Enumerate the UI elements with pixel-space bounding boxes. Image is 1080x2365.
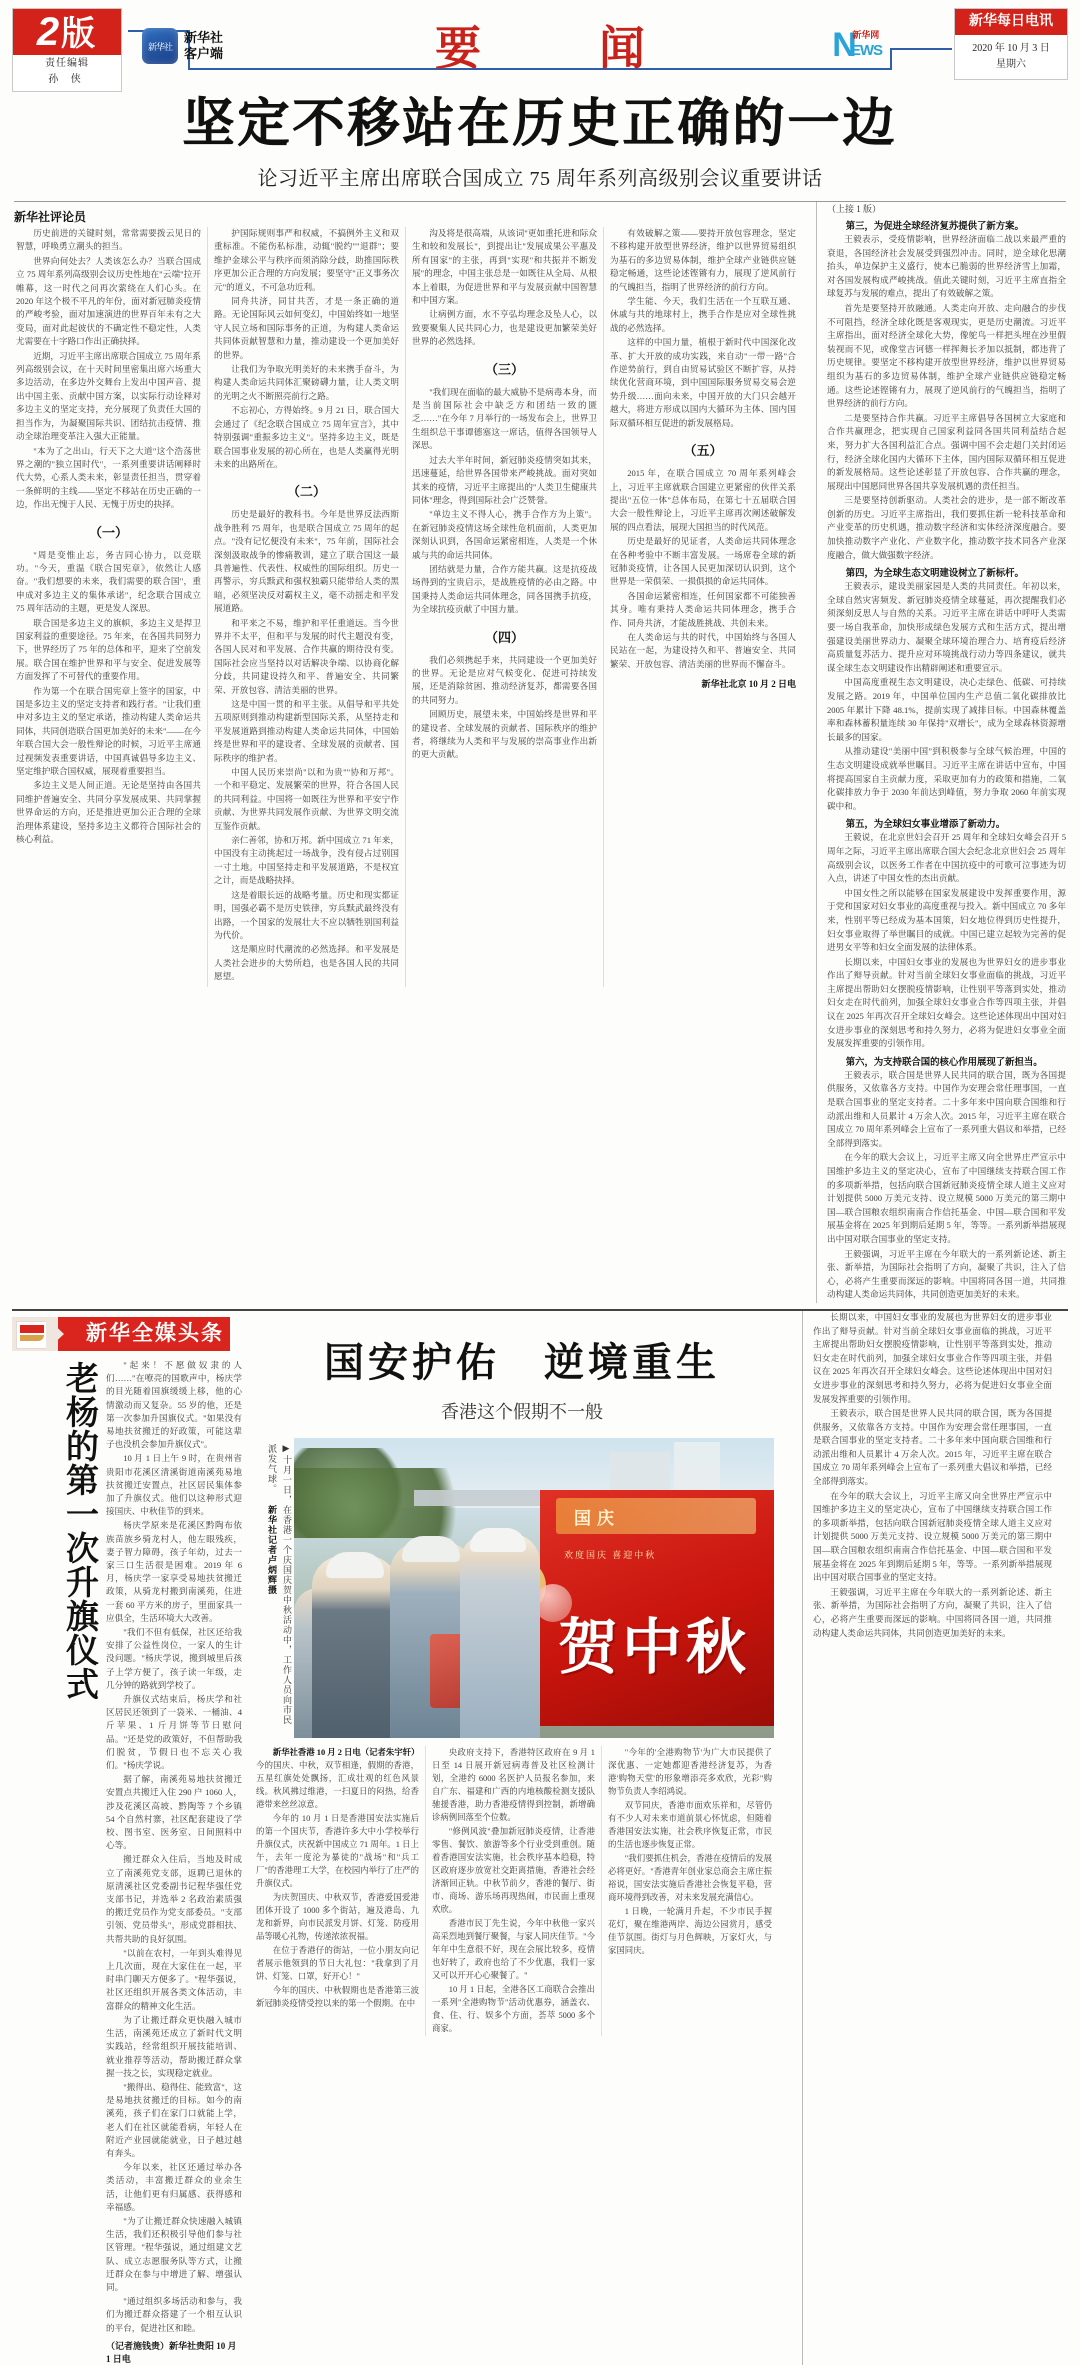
paragraph: "以前在农村，一年到头难得见上几次面，现在大家住在一起，平时串门聊天方便多了。"程华强说，社区还组织开展各类文体活动，丰富群众的精神文化生活。 — [106, 1947, 242, 2011]
paragraph: 香港市民丁先生说，今年中秋他一家兴高采烈地到餐厅聚餐，与家人同庆佳节。"今年年中生意很不好，现在会展比较多，疫情也好转了，政府也给了不少优惠，我们一家又可以开开心心聚餐了。" — [432, 1918, 595, 1980]
paragraph: 护国际规则事严和权威，不搞例外主义和双重标准。不能伤私标准，动辄"脱约""退群"；要维护金球公平与秩序而须消除分歧，助推国际秩序更加公正合理的方向发展；要坚守"正义事务次元"的道义，不可急功近利。 — [214, 228, 399, 292]
editorial-byline: 新华社评论员 — [14, 210, 87, 224]
paragraph: "起来！不愿做奴隶的人们……"在嘹亮的国歌声中，杨庆学的目光随着国旗缓缓上移，他的心情激动而又复杂。55 岁的他，还是第一次参加升国旗仪式。"如果没有易地扶贫搬迁的好政策，可能这辈子也没机会参加升旗仪式"。 — [106, 1359, 242, 1450]
subsection-title-4: 第四，为全球生态文明建设树立了新标杆。 — [845, 567, 1024, 579]
paragraph: 10 月 1 日起，全港各区工商联合会推出一系列"全港购物节"活动优惠券，涵盖衣、食、住、行、娱多个方面，荟萃 5000 多个商家。 — [432, 1984, 595, 2033]
paragraph: 团结就是力量，合作方能共赢。这是抗疫战场得到的宝贵启示，是战胜疫情的必由之路。中国秉持人类命运共同体理念，同各国携手抗疫，为全球抗疫贡献了中国力量。 — [412, 563, 597, 615]
hongkong-title: 国安护佑 逆境重生 — [324, 1339, 720, 1385]
top-body — [10, 202, 1070, 1303]
paragraph: 长期以来，中国妇女事业的发展也为世界妇女的进步事业作出了辩导贡献。针对当前全球妇女事业面临的挑战，习近平主席提出帮助妇女摆脱疫情影响，让性别平等落到实处，推动妇女走在时代前列，加强全球妇女事业合作等四项主张，并倡议在 2025 年再次召开全球妇女峰会。这些论述体现出中国对妇女进步事业的深刻思考和持久努力，必将为促进妇女事业全面发展发挥重要的引领作用。 — [827, 956, 1066, 1049]
paragraph: 王毅表示，受疫情影响，世界经济面临二战以来最严重的衰退，各国经济社会发展受到强烈冲击。同时，逆全球化思潮抬头，单边保护主义盛行，使本已脆弱的世界经济雪上加霜，对各国发展构成严峻挑战。值此关键时刻，习近平主席直指全球复苏与发展的难点，提出了有效破解之策。 — [827, 234, 1066, 299]
paragraph: 历史是最好的见证者，人类命运共同体理念在各种考验中不断丰富发展。一场席卷全球的新冠肺炎疫情，让各国人民更加深切认识到，这个世界是一荣俱荣、一损俱损的命运共同体。 — [610, 536, 796, 587]
feature-body — [106, 1359, 242, 2365]
page-number-unit: 版 — [61, 15, 98, 53]
paragraph: "我们现在面临的最大威胁不是病毒本身，而是当前国际社会中缺乏方和团结一致的匮乏……"在今年 7 月举行的一场发布会上，世界卫生组织总干事谭德塞这一席话，值得各国领导人深思。 — [412, 386, 597, 451]
news-network-logo — [832, 28, 882, 62]
paragraph: "我们不但有低保，社区还给我安排了公益性岗位，一家人的生计没问题。"杨庆学说，搬到城里后孩子上学方便了，孩子读一年级，走几分钟的路就到学校了。 — [106, 1627, 242, 1690]
paragraph: 王毅表示，联合国是世界人民共同的联合国，既为各国提供服务，又依靠各方支持。中国作为安理会常任理事国，一直是联合国事业的坚定支持者。二十多年来中国向联合国维和行动派出维和人员累计 4 万余人次。2015 年，习近平主席在联合国成立 70 周年系列峰会上宣布了一系列重大倡议和举措，已经全部得到落实。 — [813, 1408, 1052, 1487]
paragraph: 作为第一个在联合国宪章上签字的国家，中国是多边主义的坚定支持者和践行者。"让我们重申对多边主义的坚定承诺，推动构建人类命运共同体，共同创造联合国更加美好的未来"——在今年联合国大会一般性辩论的时候，习近平主席通过视频发表重要讲话，中国真诚倡导多边主义、坚定维护联合国权威，展现着重要担当。 — [16, 685, 201, 777]
paragraph: 这是着眼长远的战略考量。历史和现实都证明，国强必霸不是历史铁律，穷兵黩武最终没有出路，一个国家的发展壮大不应以牺牲别国利益为代价。 — [214, 889, 399, 940]
photo-person-1-hat — [326, 1552, 384, 1578]
paragraph: 回顾历史，展望未来，中国始终是世界和平的建设者、全球发展的贡献者、国际秩序的维护者，将继续为人类和平与发展的崇高事业作出新的更大贡献。 — [412, 709, 597, 760]
paragraph: 让我们为争取光明美好的未来携手奋斗，为构建人类命运共同体汇聚磅礴力量，让人类文明的光明之火不断照亮前行之路。 — [214, 364, 399, 401]
feature-title: 老杨的第一次升旗仪式 — [62, 1360, 99, 1701]
news-logo-letter: N — [832, 26, 857, 64]
news-logo-text: EWS — [850, 41, 882, 59]
paragraph: 王毅强调，习近平主席在今年联大的一系列新论述、新主张、新举措，为国际社会指明了方向，凝聚了共识，注入了信心，必将产生重要而深远的影响。中国将同各国一道，共同推动构建人类命运共同体，共同创造更加美好的未来。 — [813, 1586, 1052, 1638]
paragraph: 在位于香港仔的街站，一位小朋友向记者展示他领到的节日大礼包："我拿到了月饼、灯笼、口罩，好开心！" — [256, 1945, 419, 1981]
paragraph: "本为了之出山，行天下之大道"这个浩荡世界之潮的"独立国时代"，一系列重要讲话阐释时代大势，心系人类未来，彰显责任担当，贯穿着一条鲜明的主线——坚定不移站在历史正确的一边，作出无愧于人民、无愧于历史的抉择。 — [16, 445, 201, 510]
section-mark: （三） — [484, 361, 524, 377]
lower-section — [10, 1311, 1070, 2365]
section-mark: （五） — [683, 443, 723, 459]
paragraph: 长期以来，中国妇女事业的发展也为世界妇女的进步事业作出了辩导贡献。针对当前全球妇女事业面临的挑战，习近平主席提出帮助妇女摆脱疫情影响，让性别平等落到实处，推动妇女走在时代前列，加强全球妇女事业合作等四项主张，并倡议在 2025 年再次召开全球妇女峰会。这些论述体现出中国对妇女进步事业的深刻思考和持久努力，必将为促进妇女事业全面发展发挥重要的引领作用。 — [813, 1311, 1052, 1404]
paragraph: 世界向何处去？人类该怎么办？当联合国成立 75 周年系列高级别会议历史性地在"云端"拉开帷幕，这一时代之问再次萦绕在人们心头。在 2020 年这个极不平凡的年份，面对新冠肺炎疫情的严峻考验，面对加速演进的世界百年未有之大变局，面对此起彼伏的不确定性不稳定性，人类尤需要在十字路口作出正确抉择。 — [16, 255, 201, 347]
photo-red-banner — [540, 1490, 774, 1726]
paragraph: 不忘初心，方得始终。9 月 21 日，联合国大会通过了《纪念联合国成立 75 周年宣言》，其中特别强调"重振多边主义"。坚持多边主义，既是联合国事业发展的初心所在，也是人类赢得光明未来的出路所在。 — [214, 405, 399, 469]
photo-banner-main-text: 贺中秋 — [558, 1614, 750, 1681]
page-title: 坚定不移站在历史正确的一边 — [182, 95, 898, 153]
paragraph: 中国女性之所以能够在国家发展建设中发挥重要作用，源于党和国家对妇女事业的高度重视与投入。新中国成立 70 多年来，性别平等已经成为基本国策，妇女地位得到历史性提升，妇女事业取得了举世瞩目的成就。中国已建立起较为完善的促进男女平等和妇女全面发展的法律体系。 — [827, 887, 1066, 953]
editor-name: 孙 侠 — [48, 74, 86, 85]
paragraph: 2015 年，在联合国成立 70 周年系列峰会上，习近平主席就联合国建立更紧密的伙伴关系提出"五位一体"总体布局，在第七十五届联合国大会一般性辩论上，习近平主席再次阐述破解发展的四点看法，展现大国担当的时代风范。 — [610, 468, 796, 532]
paragraph: 双节同庆，香港市面欢乐祥和，尽管仍有不少人对未来市道前景心怀忧虑，但随着香港国安法实施，社会秩序恢复正常，市民的生活也逐步恢复正常。 — [608, 1800, 772, 1849]
paragraph: 央政府支持下，香港特区政府在 9 月 1 日至 14 日展开新冠病毒普及社区检测计划，全港约 6000 名医护人员报名参加，来自广东、福建和广西的内地核酸检测支援队驰援香港，助力香港疫情得到控制，新增确诊病例回落至个位数。 — [432, 1747, 595, 1822]
paragraph: 首先是要坚持开放融通。人类走向开放、走向融合的步伐不可阻挡，经济全球化既是客观现实，更是历史潮流。习近平主席指出，面对经济全球化大势，像鸵鸟一样把头埋在沙里假装视而不见，或像堂吉诃德一样挥舞长矛加以抵制，都违背了历史规律。要坚定不移构建开放型世界经济，维护以世界贸易组织为基石的多边贸易体制，维护全球产业链供应链稳定畅通。这些论述铿锵有力，展现了逆风前行的气魄担当，指明了世界经济的前行方向。 — [827, 302, 1066, 409]
paragraph: 中国人民历来崇尚"以和为贵""协和万邦"。一个和平稳定、发展繁荣的世界，符合各国人民的共同利益。中国将一如既往为世界和平安宁作贡献、为世界共同发展作贡献、为世界文明交流互鉴作贡献。 — [214, 767, 399, 831]
page-number-digit: 2 — [36, 10, 62, 54]
photo-person-3-hat — [470, 1528, 526, 1552]
paragraph: 二是要坚持合作共赢。习近平主席倡导各国树立大家庭和合作共赢理念，把实现自己国家利益同各国共同利益结合起来，努力扩大各国利益汇合点。强调中国不会走超门关封闭运行，经济全球化国内大循环下主体，国内国际双循环相互促进的新发展格局。这些论述彰显了开放包容、合作共赢的理念，展现出中国愿同世界各国共享发展机遇的责任担当。 — [827, 412, 1066, 491]
banner-label: 新华全媒头条 — [86, 1321, 224, 1345]
editorial-column-3 — [406, 227, 604, 987]
paragraph: 这是中国一贯的和平主张。从倡导和平共处五项原则到推动构建新型国际关系，从坚持走和平发展道路到推动构建人类命运共同体，中国始终是世界和平的建设者、全球发展的贡献者、国际秩序的维护者。 — [214, 699, 399, 763]
paragraph: 从推动建设"美丽中国"到积极参与全球气候治理，中国的生态文明建设成就举世瞩目。习近平主席在讲话中宣布，中国将提高国家自主贡献力度，采取更加有力的政策和措施，二氧化碳排放力争于 2030 年前达到峰值，努力争取 2060 年前实现碳中和。 — [827, 746, 1066, 811]
paper-name: 新华每日电讯 — [955, 9, 1067, 35]
photo-credit: 新华社记者卢炳辉摄 — [267, 1504, 277, 1595]
feature-dateline: （记者施钱贵）新华社贵阳 10 月 1 日电 — [106, 2340, 237, 2364]
hongkong-column-1 — [250, 1746, 426, 2036]
news-logo-chinese: 新华网 — [852, 30, 880, 40]
editorial-column-2 — [208, 227, 406, 987]
photo-caption — [250, 1438, 294, 1734]
paragraph-text: 今的国庆、中秋，双节相逢，假期的香港，五星红旗处处飘扬，汇成壮观的红色风景线。秋风拂过维港，一扫夏日的闷热，给香港带来丝丝凉意。 — [256, 1760, 419, 1809]
paragraph: 让病例方面，水不亨弘均理念及坠人心，以致要聚集人民共同心力，也是建设更加繁荣美好世界的必然选择。 — [412, 309, 597, 347]
paragraph: 在人类命运与共的时代，中国始终与各国人民站在一起，为建设持久和平、普遍安全、共同繁荣、开放包容、清洁美丽的世界而不懈奋斗。 — [610, 631, 796, 669]
paragraph: "搬得出、稳得住、能致富"，这是易地扶贫搬迁的目标。如今的南溪苑，孩子们在家门口就能上学，老人们在社区就能看病，年轻人在附近产业园就能就业，日子越过越有奔头。 — [106, 2081, 242, 2158]
section-mark: （四） — [484, 629, 524, 645]
paragraph: "单边主义不得人心，携手合作方为上策"。在新冠肺炎疫情这场全球性危机面前，人类更加深刻认识到，各国命运紧密相连，人类是一个休戚与共的命运共同体。 — [412, 509, 597, 560]
xinhua-app-name-line2: 客户端 — [184, 46, 224, 61]
paragraph: 三是要坚持创新驱动。人类社会的进步，是一部不断改革创新的历史。习近平主席指出，我们要抓住新一轮科技革命和产业变革的历史机遇，推动数字经济和实体经济深度融合。要加快推动数字产业化、产业数字化，推动数字技术同各产业深度融合，做大做强数字经济。 — [827, 495, 1066, 560]
paragraph: 王毅表示，联合国是世界人民共同的联合国，既为各国提供服务，又依靠各方支持。中国作为安理会常任理事国，一直是联合国事业的坚定支持者。二十多年来中国向联合国维和行动派出维和人员累计 4 万余人次。2015 年，习近平主席在联合国成立 70 周年系列峰会上宣布了一系列重大倡议和举措，已经全部得到落实。 — [827, 1069, 1066, 1148]
photo-caption-text: ▶十月一日，在香港一个庆国庆贺中秋活动中，工作人员向市民派发气球。 — [267, 1443, 292, 1725]
paragraph: 过去大半年时间，新冠肺炎疫情突如其来，迅速蔓延，给世界各国带来严峻挑战。面对突如其来的疫情，习近平主席提出的"人类卫生健康共同体"理念，得到国际社会广泛赞誉。 — [412, 454, 597, 505]
paragraph — [256, 1746, 419, 1811]
hongkong-column-2 — [426, 1746, 602, 2036]
paper-date: 2020 年 10 月 3 日 — [972, 43, 1050, 54]
editorial-dateline: 新华社北京 10 月 2 日电 — [701, 679, 796, 690]
section-title: 要 闻 — [435, 23, 681, 74]
photo-person-2-hat — [402, 1536, 460, 1562]
paragraph: 历史前进的关键时刻，常常需要拨云见日的智慧，呼唤勇立潮头的担当。 — [16, 228, 201, 252]
hongkong-article — [242, 1311, 802, 2365]
paper-weekday: 星期六 — [996, 59, 1026, 70]
paragraph: 10 月 1 日上午 9 时，在贵州省贵阳市花溪区清溪街道南溪苑易地扶贫搬迁安置点，社区居民集体参加了升旗仪式。他们以这种形式迎接国庆、中秋佳节的到来。 — [106, 1453, 242, 1517]
paragraph: 在今年的联大会议上，习近平主席又向全世界庄严宣示中国维护多边主义的坚定决心，宣布了中国继续支持联合国工作的多项新举措，包括向联合国新冠肺炎疫情全球人道主义应对计划提供 5000 万美元支持、设立规模 5000 万美元的第三期中国—联合国粮农组织南南合作信托基金、中国—联合国和平发展基金将在 2025 年到期后延期 5 年，等等。一系列新举措展现出中国对联合国事业的坚定支持。 — [827, 1152, 1066, 1244]
paragraph: 在今年的联大会议上，习近平主席又向全世界庄严宣示中国维护多边主义的坚定决心，宣布了中国继续支持联合国工作的多项新举措，包括向联合国新冠肺炎疫情全球人道主义应对计划提供 5000 万美元支持、设立规模 5000 万美元的第三期中国—联合国粮农组织南南合作信托基金、中国—联合国和平发展基金将在 2025 年到期后延期 5 年，等等。一系列新举措展现出中国对联合国事业的坚定支持。 — [813, 1490, 1052, 1583]
paragraph: 学生能、今天，我们生活在一个互联互通、休戚与共的地球村上，携手合作是应对全球性挑战的必然选择。 — [610, 296, 796, 333]
editor-label: 责任编辑 — [45, 58, 89, 69]
paragraph: 联合国是多边主义的旗帜，多边主义是捍卫国家利益的重要途径。75 年来，在各国共同努力下，世界经历了 75 年的总体和平，迎来了空前发展。联合国在维护世界和平与安全、促进发展等方面发挥了不可替代的重要作用。 — [16, 617, 201, 682]
xinhua-app-name-line1: 新华社 — [184, 30, 224, 45]
paragraph: 为了让搬迁群众更快融入城市生活，南溪苑还成立了新时代文明实践站，经常组织开展技能培训、就业推荐等活动，帮助搬迁群众掌握一技之长，实现稳定就业。 — [106, 2014, 242, 2078]
hongkong-dateline: 新华社香港 10 月 2 日电（记者朱宇轩） — [272, 1747, 420, 1757]
paragraph: 今年以来，社区还通过举办各类活动，丰富搬迁群众的业余生活，让他们更有归属感、获得感和幸福感。 — [106, 2162, 242, 2212]
subsection-title-5: 第五，为全球妇女事业增添了新动力。 — [845, 818, 1006, 830]
paragraph: 王毅说，在北京世妇会召开 25 周年和全球妇女峰会召开 5 周年之际，习近平主席出席联合国大会纪念北京世妇会 25 周年高级别会议，以医务工作者在中国抗疫中的可歌可泣事迹为切入点，讲述了中国女性的杰出贡献。 — [827, 832, 1066, 884]
paragraph: 各国命运紧密相连，任何国家都不可能独善其身。唯有秉持人类命运共同体理念，携手合作、同舟共济，才能战胜挑战、共创未来。 — [610, 590, 796, 628]
editorial-headline-block — [0, 94, 1080, 191]
paragraph: 升旗仪式结束后，杨庆学和社区居民还领到了一袋米、一桶油、4 斤苹果、1 斤月饼等节日慰问品。"还是党的政策好，不但帮助我们脱贫，节假日也不忘关心我们。"杨庆学说。 — [106, 1694, 242, 1771]
paragraph: "周是变惟止忘，务吉同心协力，以竞联功。"今天，重温《联合国宪章》，依然让人感奋。"我们想要的未来，我们需要的联合国"，重申成对多边主义的集体承诺"，纪念联合国成立 75 周年活动的主题，更是发人深思。 — [16, 549, 201, 614]
paragraph: 这是顺应时代潮流的必然选择。和平发展是人类社会进步的大势所趋，也是各国人民的共同愿望。 — [214, 944, 399, 982]
paragraph: 杨庆学原来是花溪区黔陶布依族苗族乡骑龙村人，他左眼残疾，妻子智力障碍，孩子年幼，过去一家三口生活很是困难。2019 年 6 月，杨庆学一家享受易地扶贫搬迁政策，从骑龙村搬到南溪苑，住进一套 60 平方米的房子，里面家具一应俱全，生活环境大大改善。 — [106, 1520, 242, 1623]
hongkong-subtitle: 香港这个假期不一般 — [441, 1401, 603, 1422]
paragraph: 搬迁群众入住后，当地及时成立了南溪苑党支部，返聘已退休的原清溪社区党委副书记程华强任党支部书记，并选举 2 名政治素质强的搬迁党员作为党支部委员。"支部引领、党员带头"，形成党群相扶、共帮共助的良好氛围。 — [106, 1854, 242, 1944]
paragraph: 1 日晚，一轮满月升起，不少市民手握花灯，聚在维港两岸、海边公园赏月，感受佳节氛围。街灯与月色辉映，万家灯火，与家国同庆。 — [608, 1906, 772, 1955]
paragraph: "修例风波"叠加新冠肺炎疫情，让香港零售、餐饮、旅游等多个行业受到重创。随着香港国安法实施，社会秩序基本趋稳，特区政府逐步放宽社交距离措施，香港社会经济渐回正轨。中秋节前夕，香港的餐厅、街市、商场、游乐场再现热闹，市民面上重现欢欣。 — [432, 1826, 595, 1914]
xinhua-headline-banner — [12, 1317, 230, 1351]
paper-date-box — [954, 8, 1068, 80]
paragraph: 沟及将是很高端，从该词"更如重托进和际众生和较和发展长"，到提出让"发展成果公平惠及所有国家"的主张，再到"实现"和共振并不断发展"的理念，中国主张总是一如既往从全局、从根本上着眼，为促进世界和平与发展贡献中国智慧和中国方案。 — [412, 228, 597, 306]
banner-triangle-icon — [46, 1317, 64, 1351]
paragraph: 和平来之不易，维护和平任重道远。当今世界并不太平，但和平与发展的时代主题没有变，各国人民对和平发展、合作共赢的期待没有变。国际社会应当坚持以对话解决争端、以协商化解分歧，共同建设持久和平、普遍安全、共同繁荣、开放包容、清洁美丽的世界。 — [214, 617, 399, 695]
photo-person-3 — [460, 1534, 540, 1738]
paragraph: 这样的中国力量，植根于新时代中国深化改革、扩大开放的成功实践，来自动"一带一路"合作逆势前行，到自由贸易试验区不断扩容，从持续优化营商环境，到中国国际服务贸易交易会逆势升级……面向未来，中国开放的大门只会越开越大，将进方形成以国内大循环为主体、国内国际双循环相互促进的新发展格局。 — [610, 337, 796, 428]
paragraph: 据了解，南溪苑易地扶贫搬迁安置点共搬迁入住 290 户 1060 人，涉及花溪区高坡、黔陶等 7 个乡镇 54 个自然村寨，社区配套建设了学校、图书室、医务室、日间照料中心等。 — [106, 1774, 242, 1851]
paragraph: 今年的国庆、中秋假期也是香港第三波新冠肺炎疫情受控以来的第一个假期。在中 — [256, 1985, 419, 2008]
editorial-subhead: 论习近平主席出席联合国成立 75 周年系列高级别会议重要讲话 — [257, 168, 823, 190]
photo-person-1 — [312, 1556, 398, 1738]
section-mark: （一） — [88, 524, 128, 540]
carryover-column — [816, 202, 1066, 1303]
paragraph: 中国高度重视生态文明建设，决心走绿色、低碳、可持续发展之路。2019 年，中国单位国内生产总值二氧化碳排放比 2005 年累计下降 48.1%，提前实现了减排目标。中国森林覆盖率和森林蓄积量连续 30 年保持"双增长"，成为全球森林资源增长最多的国家。 — [827, 677, 1066, 742]
paragraph: "今年的'全港购物节'为广大市民提供了深优惠、一定她都迎香港经济复苏，为香港'购物天堂'的形象增添亮多欢欣，光彩"购物节负责人李绍鸿说。 — [608, 1747, 772, 1796]
paragraph: 多边主义是人间正道。无论是坚持由各国共同维护普遍安全、共同分享发展成果、共同掌握世界命运的方向，还是推进更加公正合理的全球治理体系建设，坚持多边主义都符合国际社会的核心利益。 — [16, 780, 201, 845]
subsection-title-6: 第六，为支持联合国的核心作用展现了新担当。 — [845, 1055, 1043, 1067]
paragraph: "我们要抓住机会，香港在疫情后的发展必将更好。"香港青年创业家总商会主席庄振裕说，国安法实施后香港社会恢复平稳，营商环境得到改善，对未来发展充满信心。 — [608, 1853, 772, 1902]
carryover-note: （上接 1 版） — [827, 204, 882, 214]
photo-banner-top-text: 国庆 — [574, 1508, 620, 1528]
hongkong-columns — [250, 1746, 794, 2036]
paragraph: 我们必须携起手来，共同建设一个更加美好的世界。无论是应对气候变化、促进可持续发展，还是消除贫困、推动经济复苏，都需要各国的共同努力。 — [412, 654, 597, 705]
paragraph: 亲仁善邻，协和万邦。新中国成立 71 年来，中国没有主动挑起过一场战争，没有侵占过别国一寸土地。中国坚持走和平发展道路，不是权宜之计，而是战略抉择。 — [214, 835, 399, 886]
paragraph: 历史是最好的教科书。今年是世界反法西斯战争胜利 75 周年，也是联合国成立 75 周年的起点。"没有记忆便没有未来"，75 年前，国际社会深刻汲取战争的惨痛教训，建立了联合国这一最具普遍性、代表性、权威性的国际组织。历史一再警示，穷兵黩武和强权独霸只能带给人类的黑暗，必须坚决反对霸权主义，毫不动摇走和平发展道路。 — [214, 509, 399, 614]
paragraph: 王毅强调，习近平主席在今年联大的一系列新论述、新主张、新举措，为国际社会指明了方向，凝聚了共识，注入了信心，必将产生重要而深远的影响。中国将同各国一道，共同推动构建人类命运共同体，共同创造更加美好的未来。 — [827, 1248, 1066, 1300]
paragraph: 王毅表示，建设美丽家园是人类的共同责任。年初以来，全球自然灾害频发、新冠肺炎疫情全球蔓延，再次提醒我们必须深刻反思人与自然的关系。习近平主席在讲话中呼吁人类需要一场自我革命，加快形成绿色发展方式和生活方式，提出增强建设美丽世界动力、凝聚全球环境治理合力、培育疫后经济高质量复苏活力、提升应对环境挑战行动力等四条建议，就共谋全球生态文明建设作出精辟阐述和重要宣示。 — [827, 581, 1066, 673]
hongkong-column-3 — [602, 1746, 778, 2036]
feature-article — [10, 1311, 242, 2365]
hongkong-photo — [294, 1438, 774, 1738]
editorial-columns — [10, 227, 810, 987]
paragraph: 今年的 10 月 1 日是香港国安法实施后的第一个国庆节，香港许多大中小学校举行升旗仪式，庆祝新中国成立 71 周年。1 日上午，去年一度沦为暴徒的"战场"和"兵工厂"的香港理工大学，在校园内举行了庄严的升旗仪式。 — [256, 1813, 419, 1888]
banner-logo-icon — [16, 1321, 48, 1349]
editorial-column-1 — [10, 227, 208, 987]
paragraph: 近期，习近平主席出席联合国成立 75 周年系列高级别会议，在十天时间里密集出席六场重大多边活动，在多边外交舞台上发出中国声音、提出中国主张、贡献中国方案，以实际行动诠释对多边主义的坚定支持，充分展现了负责任大国的担当作为，为凝聚国际共识、团结抗击疫情、推动全球治理变革注入强大正能量。 — [16, 350, 201, 442]
masthead — [0, 0, 1080, 90]
editorial-column-4 — [604, 227, 802, 987]
paragraph: "通过组织多场活动和参与，我们为搬迁群众搭建了一个相互认识的平台，促进社区和睦。 — [106, 2296, 242, 2333]
xinhua-app-icon: 新华社 — [142, 28, 178, 64]
photo-banner-small-text: 欢度国庆 喜迎中秋 — [564, 1549, 657, 1560]
subsection-title-3: 第三，为促进全球经济复苏提供了新方案。 — [845, 220, 1024, 231]
paragraph: "为了让搬迁群众快速融入城镇生活，我们还积极引导他们参与社区管理。"程华强说，通过组建文艺队、成立志愿服务队等方式，让搬迁群众在参与中增进了解、增强认同。 — [106, 2215, 242, 2292]
section-mark: （二） — [286, 484, 326, 500]
paragraph: 为庆贺国庆、中秋双节，香港爱国爱港团体开设了 1000 多个街站，遍及港岛、九龙和新界，向市民派发月饼、灯笼、防疫用品等暖心礼物，传递浓浓祝福。 — [256, 1892, 419, 1941]
paragraph: 同舟共济，同甘共苦，才是一条正确的道路。无论国际风云如何变幻，中国始终如一地坚守人民立场和国际事务的正道，为构建人类命运共同体贡献智慧和力量，推动建设一个更加美好的世界。 — [214, 296, 399, 360]
paragraph: 有效破解之策——要持开放包容理念，坚定不移构建开放型世界经济，维护以世界贸易组织为基石的多边贸易体制，维护全球产业链供应链稳定畅通，这些论述铿锵有力，展现了逆风前行的气魄担当，指明了世界经济的前行方向。 — [610, 228, 796, 292]
photo-row — [250, 1438, 794, 1738]
lower-right-column — [802, 1311, 1052, 2365]
editorial-zone — [10, 202, 810, 1303]
